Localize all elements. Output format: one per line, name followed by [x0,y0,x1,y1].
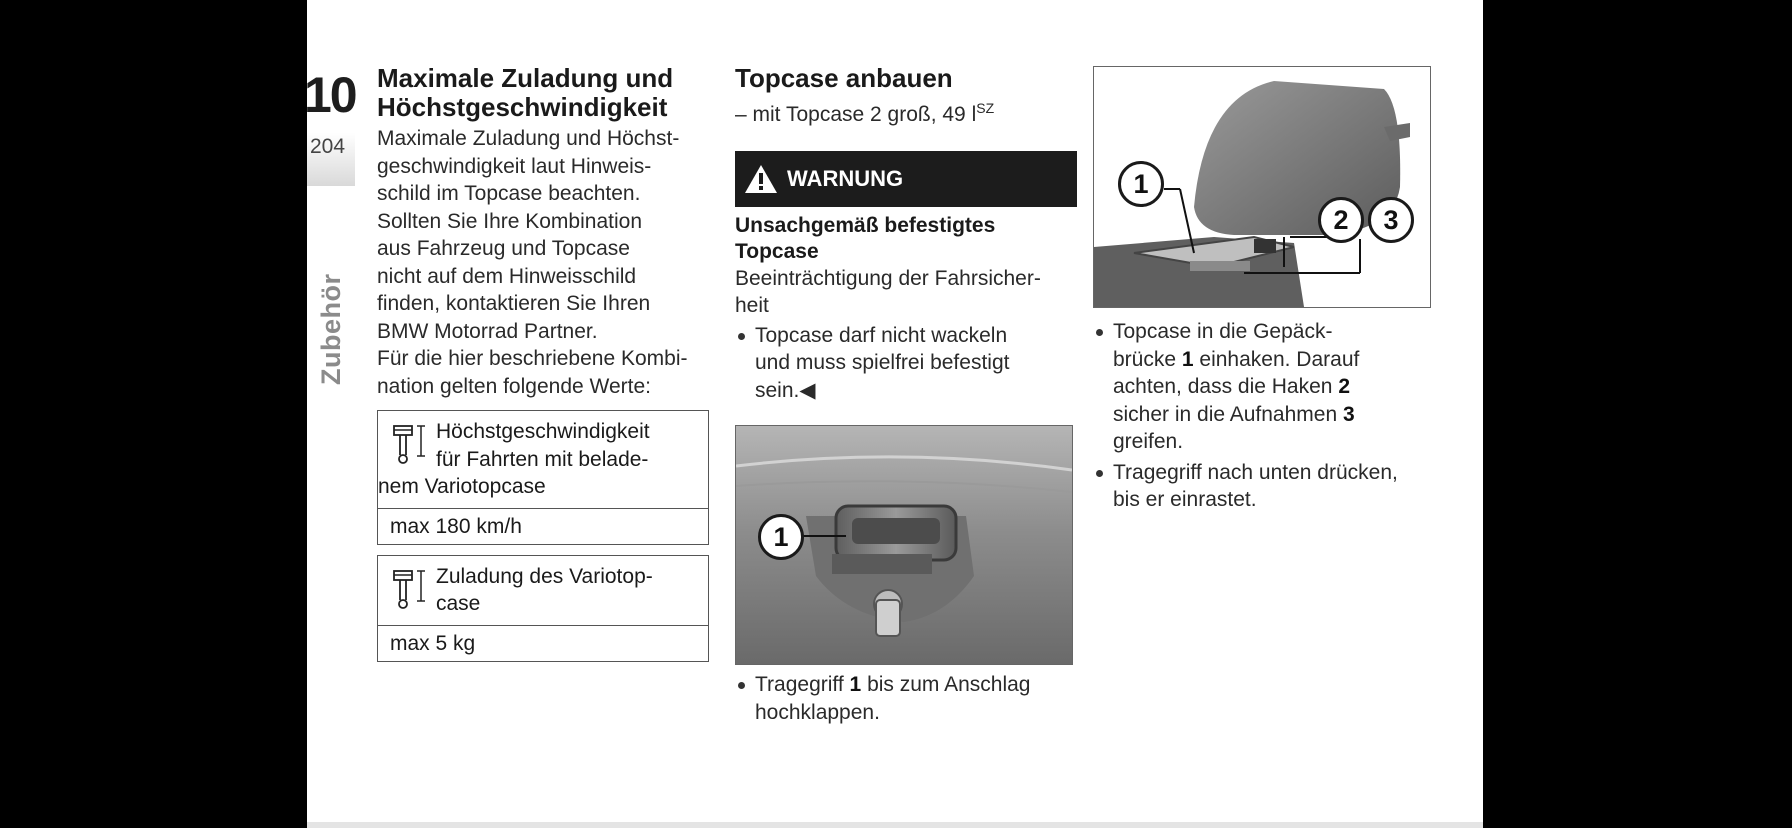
model-note [735,95,1077,129]
text-run: Tragegriff nach unten drücken, [1113,460,1398,484]
text-line: nation gelten folgende Werte: [377,374,651,398]
spec-box-speed [377,410,709,545]
warning-banner [735,151,1077,207]
manual-page [304,0,1483,828]
text-run: Topcase in die Gepäck- [1113,320,1333,343]
text-line: finden, kontaktieren Sie Ihren [377,292,651,315]
text-line: Beeinträchtigung der Fahrsicher- [735,266,1041,290]
model-text: – mit Topcase 2 groß, 49 l [735,103,977,126]
photo-mounting [1093,66,1431,308]
text-run: greifen. [1113,430,1184,453]
section-heading: Topcase anbauen [735,63,953,93]
photo-handle [735,425,1073,665]
warning-label: WARNUNG [787,165,904,191]
text-line: geschwindigkeit laut Hinweis- [377,154,652,178]
column-left [377,64,719,662]
text-line: Für die hier beschriebene Kombi- [377,347,688,370]
topcase-load-icon [390,422,430,466]
text-line: nicht auf dem Hinweisschild [377,264,637,288]
list-item [735,322,1077,405]
reference-number: 2 [1338,375,1350,398]
section-label: Zubehör [316,273,346,385]
spec-label-line: Zuladung des Variotop- [436,564,653,588]
text-run: einhaken. Darauf [1193,347,1360,371]
heading-line: Höchstgeschwindigkeit [377,92,668,122]
spec-label-line: für Fahrten mit belade- [436,447,649,471]
spec-value: max 180 km/h [390,514,522,538]
step-list [1093,318,1435,514]
reference-number: 1 [1181,347,1194,371]
warning-instructions [735,322,1077,405]
column-right [1093,66,1435,514]
text-line: Topcase darf nicht wackeln [755,323,1008,347]
list-item [1093,318,1435,456]
text-line: schild im Topcase beachten. [377,182,641,205]
list-item [735,671,1077,726]
text-line: heit [735,294,769,317]
reference-number: 1 [849,673,862,696]
text-run: bis zum Anschlag [861,673,1031,696]
warning-title [735,213,1077,265]
heading-line: Maximale Zuladung und [377,63,674,93]
text-run: sicher in die Aufnahmen [1113,402,1343,426]
step-list [735,671,1077,726]
text-line: Sollten Sie Ihre Kombination [377,209,642,233]
section-heading [377,64,719,122]
text-line: sein.◀ [755,378,816,402]
spec-label-line: nem Variotopcase [378,475,546,498]
callout-3: 3 [1368,197,1414,243]
spec-value: max 5 kg [390,631,476,655]
callout-1: 1 [1118,161,1164,207]
text-run: brücke [1113,347,1182,371]
text-line: BMW Motorrad Partner. [377,319,598,343]
spec-label-line: Höchstgeschwindigkeit [436,420,650,443]
callout-2: 2 [1318,197,1364,243]
warning-consequence [735,265,1077,320]
reference-number: 3 [1342,402,1355,426]
spec-label-line: case [436,592,481,615]
text-line: aus Fahrzeug und Topcase [377,237,630,260]
spec-box-load [377,555,709,662]
text-run: bis er einrastet. [1113,488,1257,511]
page-number: 204 [310,135,346,158]
chapter-number: 10 [304,67,356,123]
warning-triangle-icon [743,163,779,195]
spec-header [378,556,708,626]
intro-paragraph [377,125,719,400]
text-run: Tragegriff [755,673,850,696]
text-run: achten, dass die Haken [1113,375,1339,398]
callout-1: 1 [758,514,804,560]
text-line: Maximale Zuladung und Höchst- [377,127,680,150]
topcase-load-icon [390,567,430,611]
warning-title-line: Topcase [735,239,819,263]
spec-header [378,411,708,509]
text-line: und muss spielfrei befestigt [755,351,1010,374]
warning-title-line: Unsachgemäß befestigtes [735,213,996,237]
page-bottom-edge [307,822,1483,828]
list-item [1093,459,1435,514]
column-middle [735,64,1077,726]
special-equipment-marker: SZ [976,100,995,116]
text-run: hochklappen. [755,700,880,724]
